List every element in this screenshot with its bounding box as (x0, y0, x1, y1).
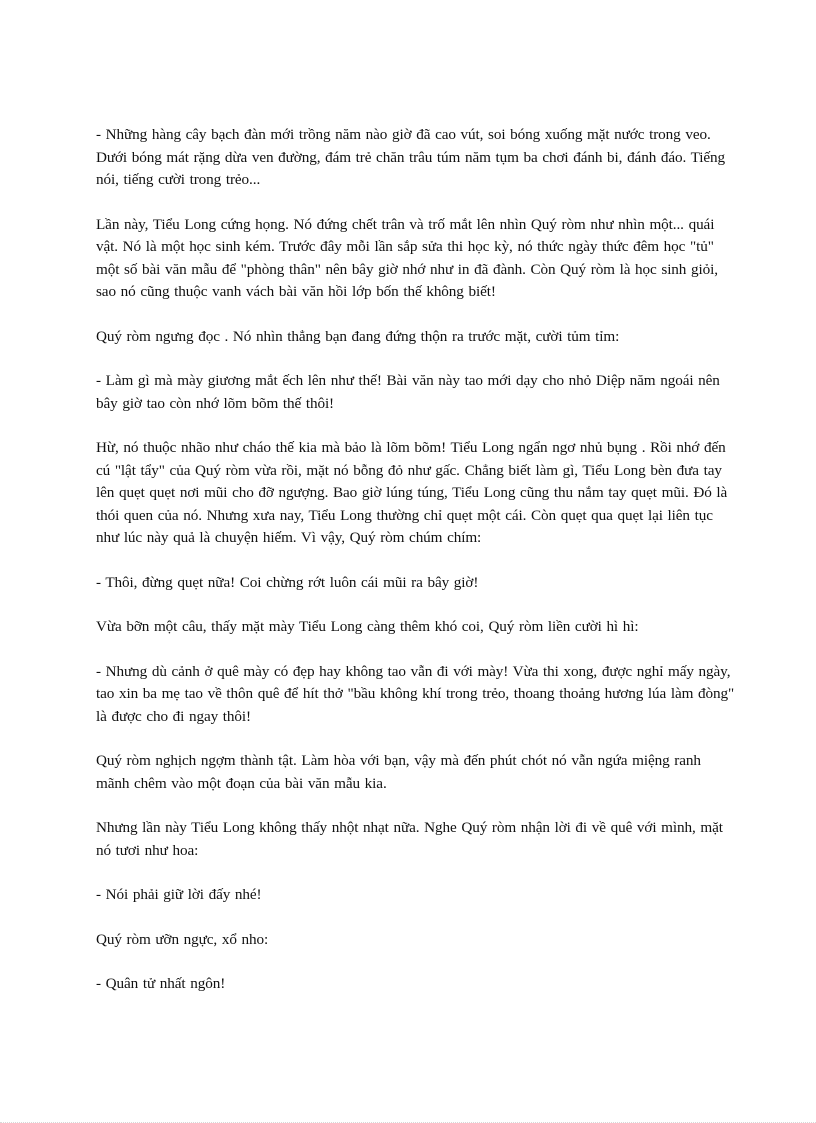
paragraph-7: Vừa bỡn một câu, thấy mặt mày Tiểu Long càng thêm khó coi, Quý ròm liền cười hì hì: (96, 618, 639, 635)
paragraph-4: - Làm gì mà mày giương mắt ếch lên như thế! Bài văn này tao mới dạy cho nhỏ Diệp năm ngoái nên bây giờ tao còn nhớ lõm bõm thế thôi! (96, 372, 720, 412)
document-body (96, 124, 736, 1018)
paragraph-3: Quý ròm ngưng đọc . Nó nhìn thẳng bạn đang đứng thộn ra trước mặt, cười tủm tỉm: (96, 327, 620, 345)
paragraph-10: Nhưng lần này Tiểu Long không thấy nhột nhạt nữa. Nghe Quý ròm nhận lời đi về quê với mình, mặt nó tươi như hoa: (96, 819, 723, 859)
paragraph-13: - Quân tử nhất ngôn! (96, 975, 226, 992)
paragraph-8: - Nhưng dù cảnh ở quê mày có đẹp hay không tao vẫn đi với mày! Vừa thi xong, được nghỉ mấy ngày, tao xin ba mẹ tao về thôn quê để hít thở "bầu không khí trong trẻo, thoang thoảng hương lúa làm đòng" là được cho đi ngay thôi! (96, 662, 735, 725)
paragraph-11: - Nói phải giữ lời đấy nhé! (96, 886, 262, 903)
paragraph-1: - Những hàng cây bạch đàn mới trồng năm nào giờ đã cao vút, soi bóng xuống mặt nước trong veo. Dưới bóng mát rặng dừa ven đường, đám trẻ chăn trâu túm năm tụm ba chơi đánh bi, đánh đáo. Tiếng nói, tiếng cười trong trẻo... (96, 126, 726, 188)
paragraph-2: Lần này, Tiểu Long cứng họng. Nó đứng chết trân và trố mắt lên nhìn Quý ròm như nhìn một... quái vật. Nó là một học sinh kém. Trước đây mỗi lần sắp sửa thi học kỳ, nó thức ngày thức đêm học "tủ" một số bài văn mẫu để "phòng thân" nên bây giờ nhớ như in đã đành. Còn Quý ròm là học sinh giỏi, sao nó cũng thuộc vanh vách bài văn hồi lớp bốn thế không biết! (96, 215, 718, 300)
paragraph-6: - Thôi, đừng quẹt nữa! Coi chừng rớt luôn cái mũi ra bây giờ! (96, 573, 479, 591)
paragraph-9: Quý ròm nghịch ngợm thành tật. Làm hòa với bạn, vậy mà đến phút chót nó vẫn ngứa miệng ranh mãnh chêm vào một đoạn của bài văn mẫu kia. (96, 752, 701, 792)
paragraph-5: Hừ, nó thuộc nhão như cháo thế kia mà bảo là lõm bõm! Tiểu Long ngẩn ngơ nhủ bụng . Rồi nhớ đến cú "lật tẩy" của Quý ròm vừa rồi, mặt nó bỗng đỏ như gấc. Chẳng biết làm gì, Tiểu Long bèn đưa tay lên quẹt quẹt nơi mũi cho đỡ ngượng. Bao giờ lúng túng, Tiểu Long cũng thu nắm tay quẹt mũi. Đó là thói quen của nó. Nhưng xưa nay, Tiểu Long thường chỉ quẹt một cái. Còn quẹt qua quẹt lại liên tục như lúc này quả là chuyện hiếm. Vì vậy, Quý ròm chúm chím: (96, 439, 728, 546)
paragraph-12: Quý ròm ưỡn ngực, xổ nho: (96, 930, 269, 948)
